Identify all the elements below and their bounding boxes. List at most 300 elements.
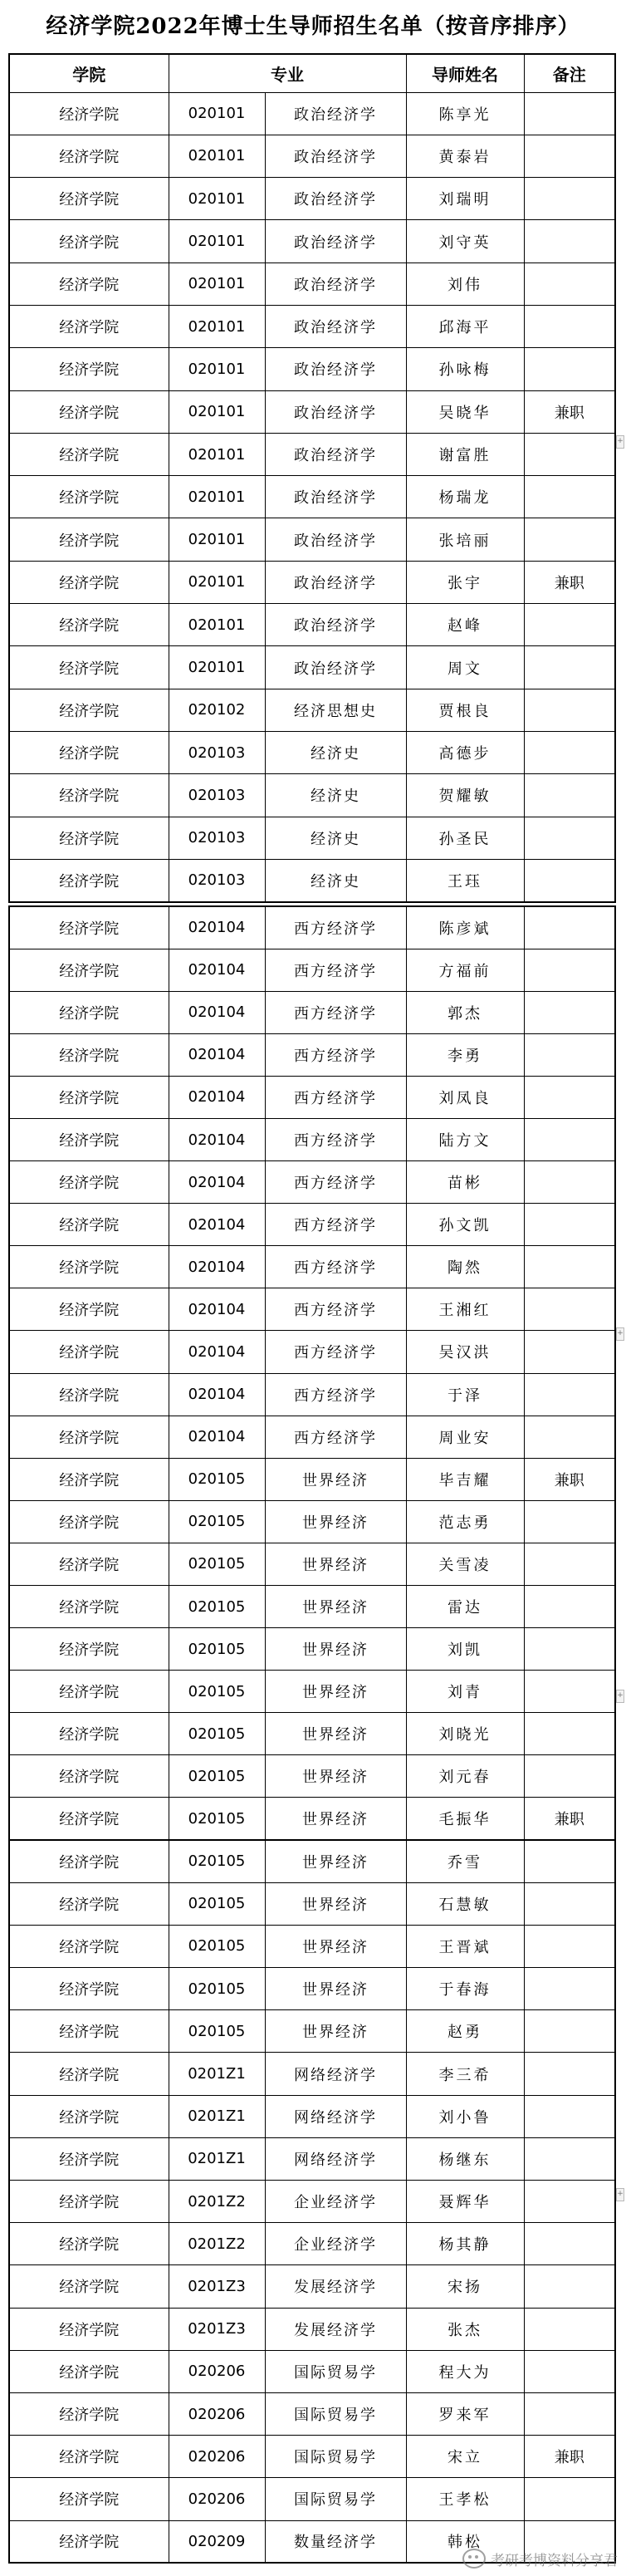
advisor-name-cell: 张杰	[406, 2308, 524, 2350]
major-code-cell: 0201Z2	[169, 2181, 265, 2223]
note-cell	[524, 135, 615, 177]
note-cell	[524, 220, 615, 263]
note-cell	[524, 92, 615, 135]
major-name-cell: 西方经济学	[265, 1033, 406, 1076]
table-header-row	[9, 54, 615, 92]
major-code-cell: 0201Z3	[169, 2265, 265, 2308]
note-cell	[524, 2478, 615, 2520]
college-cell: 经济学院	[9, 774, 169, 817]
major-name-cell: 发展经济学	[265, 2265, 406, 2308]
major-name-cell: 世界经济	[265, 2010, 406, 2053]
note-cell	[524, 1118, 615, 1160]
note-cell	[524, 689, 615, 731]
note-cell	[524, 1161, 615, 1204]
college-cell: 经济学院	[9, 991, 169, 1033]
advisor-name-cell: 吴晓华	[406, 390, 524, 433]
major-name-cell: 政治经济学	[265, 92, 406, 135]
major-code-cell: 020101	[169, 433, 265, 475]
table-row	[9, 348, 615, 390]
note-cell: 兼职	[524, 2436, 615, 2478]
table-row	[9, 949, 615, 991]
table-resize-handle[interactable]: +	[616, 1327, 624, 1341]
page-title: 经济学院2022年博士生导师招生名单（按音序排序）	[46, 14, 580, 39]
college-cell: 经济学院	[9, 518, 169, 561]
major-code-cell: 020101	[169, 135, 265, 177]
note-cell	[524, 646, 615, 689]
major-name-cell: 经济史	[265, 731, 406, 773]
college-cell: 经济学院	[9, 1968, 169, 2010]
advisor-name-cell: 杨继东	[406, 2137, 524, 2180]
note-cell	[524, 178, 615, 220]
major-name-cell: 政治经济学	[265, 390, 406, 433]
note-cell	[524, 1968, 615, 2010]
note-cell	[524, 476, 615, 518]
table-row	[9, 689, 615, 731]
advisor-name-cell: 石慧敏	[406, 1882, 524, 1925]
college-cell: 经济学院	[9, 2181, 169, 2223]
college-cell: 经济学院	[9, 1373, 169, 1416]
major-name-cell: 国际贸易学	[265, 2350, 406, 2392]
major-name-cell: 网络经济学	[265, 2095, 406, 2137]
table-row	[9, 1033, 615, 1076]
advisor-name-cell: 陈彦斌	[406, 906, 524, 949]
major-code-cell: 020104	[169, 1331, 265, 1373]
table-row	[9, 859, 615, 901]
table-row	[9, 2350, 615, 2392]
table-resize-handle[interactable]: +	[616, 1690, 624, 1703]
note-cell	[524, 1628, 615, 1671]
college-cell: 经济学院	[9, 561, 169, 603]
college-cell: 经济学院	[9, 1586, 169, 1628]
note-cell	[524, 774, 615, 817]
table-row	[9, 1755, 615, 1798]
college-cell: 经济学院	[9, 1204, 169, 1246]
header-note: 备注	[524, 54, 615, 92]
major-code-cell: 020105	[169, 1671, 265, 1713]
college-cell: 经济学院	[9, 305, 169, 347]
major-name-cell: 西方经济学	[265, 1331, 406, 1373]
table-row	[9, 2137, 615, 2180]
major-name-cell: 世界经济	[265, 1925, 406, 1967]
note-cell	[524, 2053, 615, 2095]
advisor-name-cell: 方福前	[406, 949, 524, 991]
table-row	[9, 1628, 615, 1671]
major-code-cell: 020105	[169, 2010, 265, 2053]
major-name-cell: 西方经济学	[265, 906, 406, 949]
college-cell: 经济学院	[9, 1416, 169, 1458]
major-code-cell: 020105	[169, 1713, 265, 1755]
table-resize-handle[interactable]: +	[616, 2188, 624, 2201]
table-row	[9, 1246, 615, 1288]
major-name-cell: 西方经济学	[265, 1204, 406, 1246]
note-cell	[524, 2010, 615, 2053]
note-cell	[524, 518, 615, 561]
note-cell	[524, 2137, 615, 2180]
note-cell	[524, 305, 615, 347]
major-code-cell: 020206	[169, 2392, 265, 2435]
advisor-name-cell: 刘元春	[406, 1755, 524, 1798]
major-name-cell: 西方经济学	[265, 1373, 406, 1416]
college-cell: 经济学院	[9, 2520, 169, 2563]
major-code-cell: 020104	[169, 1118, 265, 1160]
major-code-cell: 020104	[169, 906, 265, 949]
college-cell: 经济学院	[9, 1882, 169, 1925]
note-cell	[524, 949, 615, 991]
major-name-cell: 世界经济	[265, 1628, 406, 1671]
major-code-cell: 020101	[169, 263, 265, 305]
advisor-name-cell: 陶然	[406, 1246, 524, 1288]
note-cell	[524, 2350, 615, 2392]
major-name-cell: 政治经济学	[265, 220, 406, 263]
college-cell: 经济学院	[9, 1798, 169, 1840]
table-row	[9, 2478, 615, 2520]
roster-table-part-1	[8, 53, 616, 903]
major-code-cell: 020105	[169, 1458, 265, 1500]
table-row	[9, 1586, 615, 1628]
table-row	[9, 1500, 615, 1543]
major-name-cell: 企业经济学	[265, 2181, 406, 2223]
note-cell	[524, 1543, 615, 1585]
watermark	[462, 2546, 618, 2571]
table-row	[9, 518, 615, 561]
college-cell: 经济学院	[9, 1671, 169, 1713]
major-name-cell: 发展经济学	[265, 2308, 406, 2350]
note-cell	[524, 1416, 615, 1458]
major-name-cell: 经济史	[265, 859, 406, 901]
note-cell	[524, 1373, 615, 1416]
table-row	[9, 92, 615, 135]
college-cell: 经济学院	[9, 1543, 169, 1585]
college-cell: 经济学院	[9, 2137, 169, 2180]
major-name-cell: 世界经济	[265, 1458, 406, 1500]
major-name-cell: 政治经济学	[265, 263, 406, 305]
note-cell	[524, 991, 615, 1033]
college-cell: 经济学院	[9, 949, 169, 991]
table-row	[9, 2265, 615, 2308]
table-row	[9, 1373, 615, 1416]
major-code-cell: 0201Z1	[169, 2095, 265, 2137]
advisor-name-cell: 赵勇	[406, 2010, 524, 2053]
major-name-cell: 西方经济学	[265, 1118, 406, 1160]
advisor-name-cell: 韩松	[406, 2520, 524, 2563]
table-row	[9, 2392, 615, 2435]
note-cell	[524, 859, 615, 901]
college-cell: 经济学院	[9, 1628, 169, 1671]
roster-table-part-2	[8, 905, 616, 1841]
major-code-cell: 020105	[169, 1968, 265, 2010]
major-name-cell: 网络经济学	[265, 2137, 406, 2180]
major-code-cell: 020105	[169, 1586, 265, 1628]
advisor-name-cell: 范志勇	[406, 1500, 524, 1543]
major-code-cell: 020103	[169, 859, 265, 901]
table-row	[9, 263, 615, 305]
major-name-cell: 世界经济	[265, 1968, 406, 2010]
major-code-cell: 020104	[169, 1161, 265, 1204]
table-row	[9, 178, 615, 220]
advisor-name-cell: 刘伟	[406, 263, 524, 305]
college-cell: 经济学院	[9, 2350, 169, 2392]
advisor-name-cell: 谢富胜	[406, 433, 524, 475]
major-name-cell: 经济思想史	[265, 689, 406, 731]
major-code-cell: 020105	[169, 1755, 265, 1798]
note-cell	[524, 263, 615, 305]
college-cell: 经济学院	[9, 263, 169, 305]
note-cell	[524, 604, 615, 646]
major-name-cell: 企业经济学	[265, 2223, 406, 2265]
major-name-cell: 世界经济	[265, 1713, 406, 1755]
advisor-name-cell: 刘小鲁	[406, 2095, 524, 2137]
table-row	[9, 2010, 615, 2053]
major-code-cell: 020104	[169, 1033, 265, 1076]
major-code-cell: 020103	[169, 774, 265, 817]
college-cell: 经济学院	[9, 1288, 169, 1331]
table-row	[9, 1925, 615, 1967]
major-code-cell: 0201Z3	[169, 2308, 265, 2350]
major-code-cell: 020105	[169, 1628, 265, 1671]
major-name-cell: 西方经济学	[265, 1161, 406, 1204]
major-name-cell: 世界经济	[265, 1671, 406, 1713]
major-name-cell: 世界经济	[265, 1840, 406, 1882]
table-row	[9, 731, 615, 773]
advisor-name-cell: 陆方文	[406, 1118, 524, 1160]
header-college: 学院	[9, 54, 169, 92]
note-cell	[524, 433, 615, 475]
advisor-name-cell: 刘凤良	[406, 1076, 524, 1118]
advisor-name-cell: 孙圣民	[406, 817, 524, 859]
table-row	[9, 1458, 615, 1500]
major-code-cell: 020206	[169, 2350, 265, 2392]
major-name-cell: 西方经济学	[265, 949, 406, 991]
advisor-name-cell: 王珏	[406, 859, 524, 901]
table-resize-handle[interactable]: +	[616, 435, 624, 449]
college-cell: 经济学院	[9, 2095, 169, 2137]
advisor-name-cell: 于泽	[406, 1373, 524, 1416]
college-cell: 经济学院	[9, 220, 169, 263]
note-cell	[524, 2308, 615, 2350]
college-cell: 经济学院	[9, 2053, 169, 2095]
major-name-cell: 政治经济学	[265, 348, 406, 390]
major-code-cell: 020101	[169, 305, 265, 347]
college-cell: 经济学院	[9, 689, 169, 731]
table-row	[9, 1204, 615, 1246]
major-name-cell: 政治经济学	[265, 178, 406, 220]
advisor-name-cell: 聂辉华	[406, 2181, 524, 2223]
note-cell	[524, 1586, 615, 1628]
college-cell: 经济学院	[9, 1925, 169, 1967]
table-row	[9, 774, 615, 817]
advisor-name-cell: 程大为	[406, 2350, 524, 2392]
college-cell: 经济学院	[9, 646, 169, 689]
header-advisor: 导师姓名	[406, 54, 524, 92]
note-cell	[524, 1840, 615, 1882]
college-cell: 经济学院	[9, 859, 169, 901]
major-code-cell: 0201Z1	[169, 2053, 265, 2095]
table-row	[9, 991, 615, 1033]
college-cell: 经济学院	[9, 348, 169, 390]
advisor-name-cell: 邱海平	[406, 305, 524, 347]
college-cell: 经济学院	[9, 1118, 169, 1160]
note-cell	[524, 348, 615, 390]
major-name-cell: 国际贸易学	[265, 2478, 406, 2520]
advisor-name-cell: 贺耀敏	[406, 774, 524, 817]
advisor-name-cell: 宋扬	[406, 2265, 524, 2308]
major-name-cell: 政治经济学	[265, 433, 406, 475]
major-code-cell: 020104	[169, 1076, 265, 1118]
advisor-name-cell: 王孝松	[406, 2478, 524, 2520]
table-row	[9, 1968, 615, 2010]
college-cell: 经济学院	[9, 1246, 169, 1288]
college-cell: 经济学院	[9, 1500, 169, 1543]
college-cell: 经济学院	[9, 1076, 169, 1118]
college-cell: 经济学院	[9, 2265, 169, 2308]
major-name-cell: 数量经济学	[265, 2520, 406, 2563]
major-name-cell: 经济史	[265, 774, 406, 817]
major-code-cell: 020101	[169, 92, 265, 135]
table-row	[9, 305, 615, 347]
advisor-name-cell: 乔雪	[406, 1840, 524, 1882]
table-row	[9, 1288, 615, 1331]
note-cell	[524, 2265, 615, 2308]
note-cell: 兼职	[524, 390, 615, 433]
table-row	[9, 604, 615, 646]
major-code-cell: 020101	[169, 348, 265, 390]
note-cell	[524, 1246, 615, 1288]
table-row	[9, 390, 615, 433]
table-row	[9, 2223, 615, 2265]
major-code-cell: 020104	[169, 1373, 265, 1416]
major-name-cell: 世界经济	[265, 1500, 406, 1543]
advisor-name-cell: 周业安	[406, 1416, 524, 1458]
note-cell: 兼职	[524, 1798, 615, 1840]
advisor-name-cell: 刘守英	[406, 220, 524, 263]
advisor-name-cell: 吴汉洪	[406, 1331, 524, 1373]
college-cell: 经济学院	[9, 2392, 169, 2435]
college-cell: 经济学院	[9, 2223, 169, 2265]
advisor-name-cell: 贾根良	[406, 689, 524, 731]
major-name-cell: 政治经济学	[265, 135, 406, 177]
major-name-cell: 政治经济学	[265, 604, 406, 646]
college-cell: 经济学院	[9, 2436, 169, 2478]
watermark-text: 考研考博资料分享君	[491, 2552, 618, 2569]
note-cell	[524, 1713, 615, 1755]
advisor-name-cell: 毛振华	[406, 1798, 524, 1840]
major-code-cell: 020101	[169, 646, 265, 689]
college-cell: 经济学院	[9, 1713, 169, 1755]
advisor-name-cell: 张宇	[406, 561, 524, 603]
table-row	[9, 2308, 615, 2350]
table-row	[9, 2436, 615, 2478]
advisor-name-cell: 李三希	[406, 2053, 524, 2095]
advisor-name-cell: 雷达	[406, 1586, 524, 1628]
major-name-cell: 西方经济学	[265, 1246, 406, 1288]
major-name-cell: 世界经济	[265, 1798, 406, 1840]
major-code-cell: 020105	[169, 1543, 265, 1585]
major-code-cell: 020105	[169, 1798, 265, 1840]
table-row	[9, 220, 615, 263]
table-row	[9, 906, 615, 949]
table-row	[9, 1076, 615, 1118]
table-row	[9, 1118, 615, 1160]
note-cell	[524, 817, 615, 859]
advisor-name-cell: 刘青	[406, 1671, 524, 1713]
major-name-cell: 政治经济学	[265, 305, 406, 347]
advisor-name-cell: 杨其静	[406, 2223, 524, 2265]
table-row	[9, 646, 615, 689]
advisor-name-cell: 王湘红	[406, 1288, 524, 1331]
advisor-name-cell: 杨瑞龙	[406, 476, 524, 518]
college-cell: 经济学院	[9, 2478, 169, 2520]
table-row	[9, 2053, 615, 2095]
note-cell	[524, 2392, 615, 2435]
advisor-name-cell: 孙文凯	[406, 1204, 524, 1246]
major-name-cell: 政治经济学	[265, 561, 406, 603]
advisor-name-cell: 孙咏梅	[406, 348, 524, 390]
table-row	[9, 2095, 615, 2137]
advisor-name-cell: 苗彬	[406, 1161, 524, 1204]
major-code-cell: 020103	[169, 731, 265, 773]
table-row	[9, 561, 615, 603]
major-code-cell: 020101	[169, 561, 265, 603]
major-code-cell: 020105	[169, 1500, 265, 1543]
note-cell	[524, 1076, 615, 1118]
major-name-cell: 政治经济学	[265, 518, 406, 561]
college-cell: 经济学院	[9, 604, 169, 646]
note-cell	[524, 1331, 615, 1373]
major-code-cell: 020104	[169, 1416, 265, 1458]
advisor-name-cell: 陈享光	[406, 92, 524, 135]
major-name-cell: 网络经济学	[265, 2053, 406, 2095]
college-cell: 经济学院	[9, 906, 169, 949]
advisor-name-cell: 罗来军	[406, 2392, 524, 2435]
major-code-cell: 0201Z2	[169, 2223, 265, 2265]
advisor-name-cell: 刘晓光	[406, 1713, 524, 1755]
note-cell	[524, 1882, 615, 1925]
college-cell: 经济学院	[9, 1161, 169, 1204]
advisor-name-cell: 宋立	[406, 2436, 524, 2478]
college-cell: 经济学院	[9, 92, 169, 135]
major-code-cell: 020101	[169, 476, 265, 518]
table-row	[9, 1543, 615, 1585]
major-code-cell: 020101	[169, 604, 265, 646]
college-cell: 经济学院	[9, 476, 169, 518]
major-code-cell: 020102	[169, 689, 265, 731]
advisor-name-cell: 赵峰	[406, 604, 524, 646]
major-code-cell: 020104	[169, 1246, 265, 1288]
college-cell: 经济学院	[9, 433, 169, 475]
major-code-cell: 020105	[169, 1840, 265, 1882]
table-row	[9, 476, 615, 518]
table-row	[9, 817, 615, 859]
college-cell: 经济学院	[9, 1840, 169, 1882]
major-name-cell: 经济史	[265, 817, 406, 859]
major-name-cell: 西方经济学	[265, 1416, 406, 1458]
major-code-cell: 020206	[169, 2436, 265, 2478]
major-code-cell: 020101	[169, 220, 265, 263]
college-cell: 经济学院	[9, 2010, 169, 2053]
note-cell	[524, 2095, 615, 2137]
major-name-cell: 世界经济	[265, 1882, 406, 1925]
major-name-cell: 世界经济	[265, 1586, 406, 1628]
table-row	[9, 1331, 615, 1373]
major-code-cell: 020105	[169, 1925, 265, 1967]
note-cell	[524, 1204, 615, 1246]
advisor-name-cell: 高德步	[406, 731, 524, 773]
table-row	[9, 1840, 615, 1882]
college-cell: 经济学院	[9, 1331, 169, 1373]
advisor-name-cell: 关雪凌	[406, 1543, 524, 1585]
advisor-name-cell: 毕吉耀	[406, 1458, 524, 1500]
college-cell: 经济学院	[9, 731, 169, 773]
